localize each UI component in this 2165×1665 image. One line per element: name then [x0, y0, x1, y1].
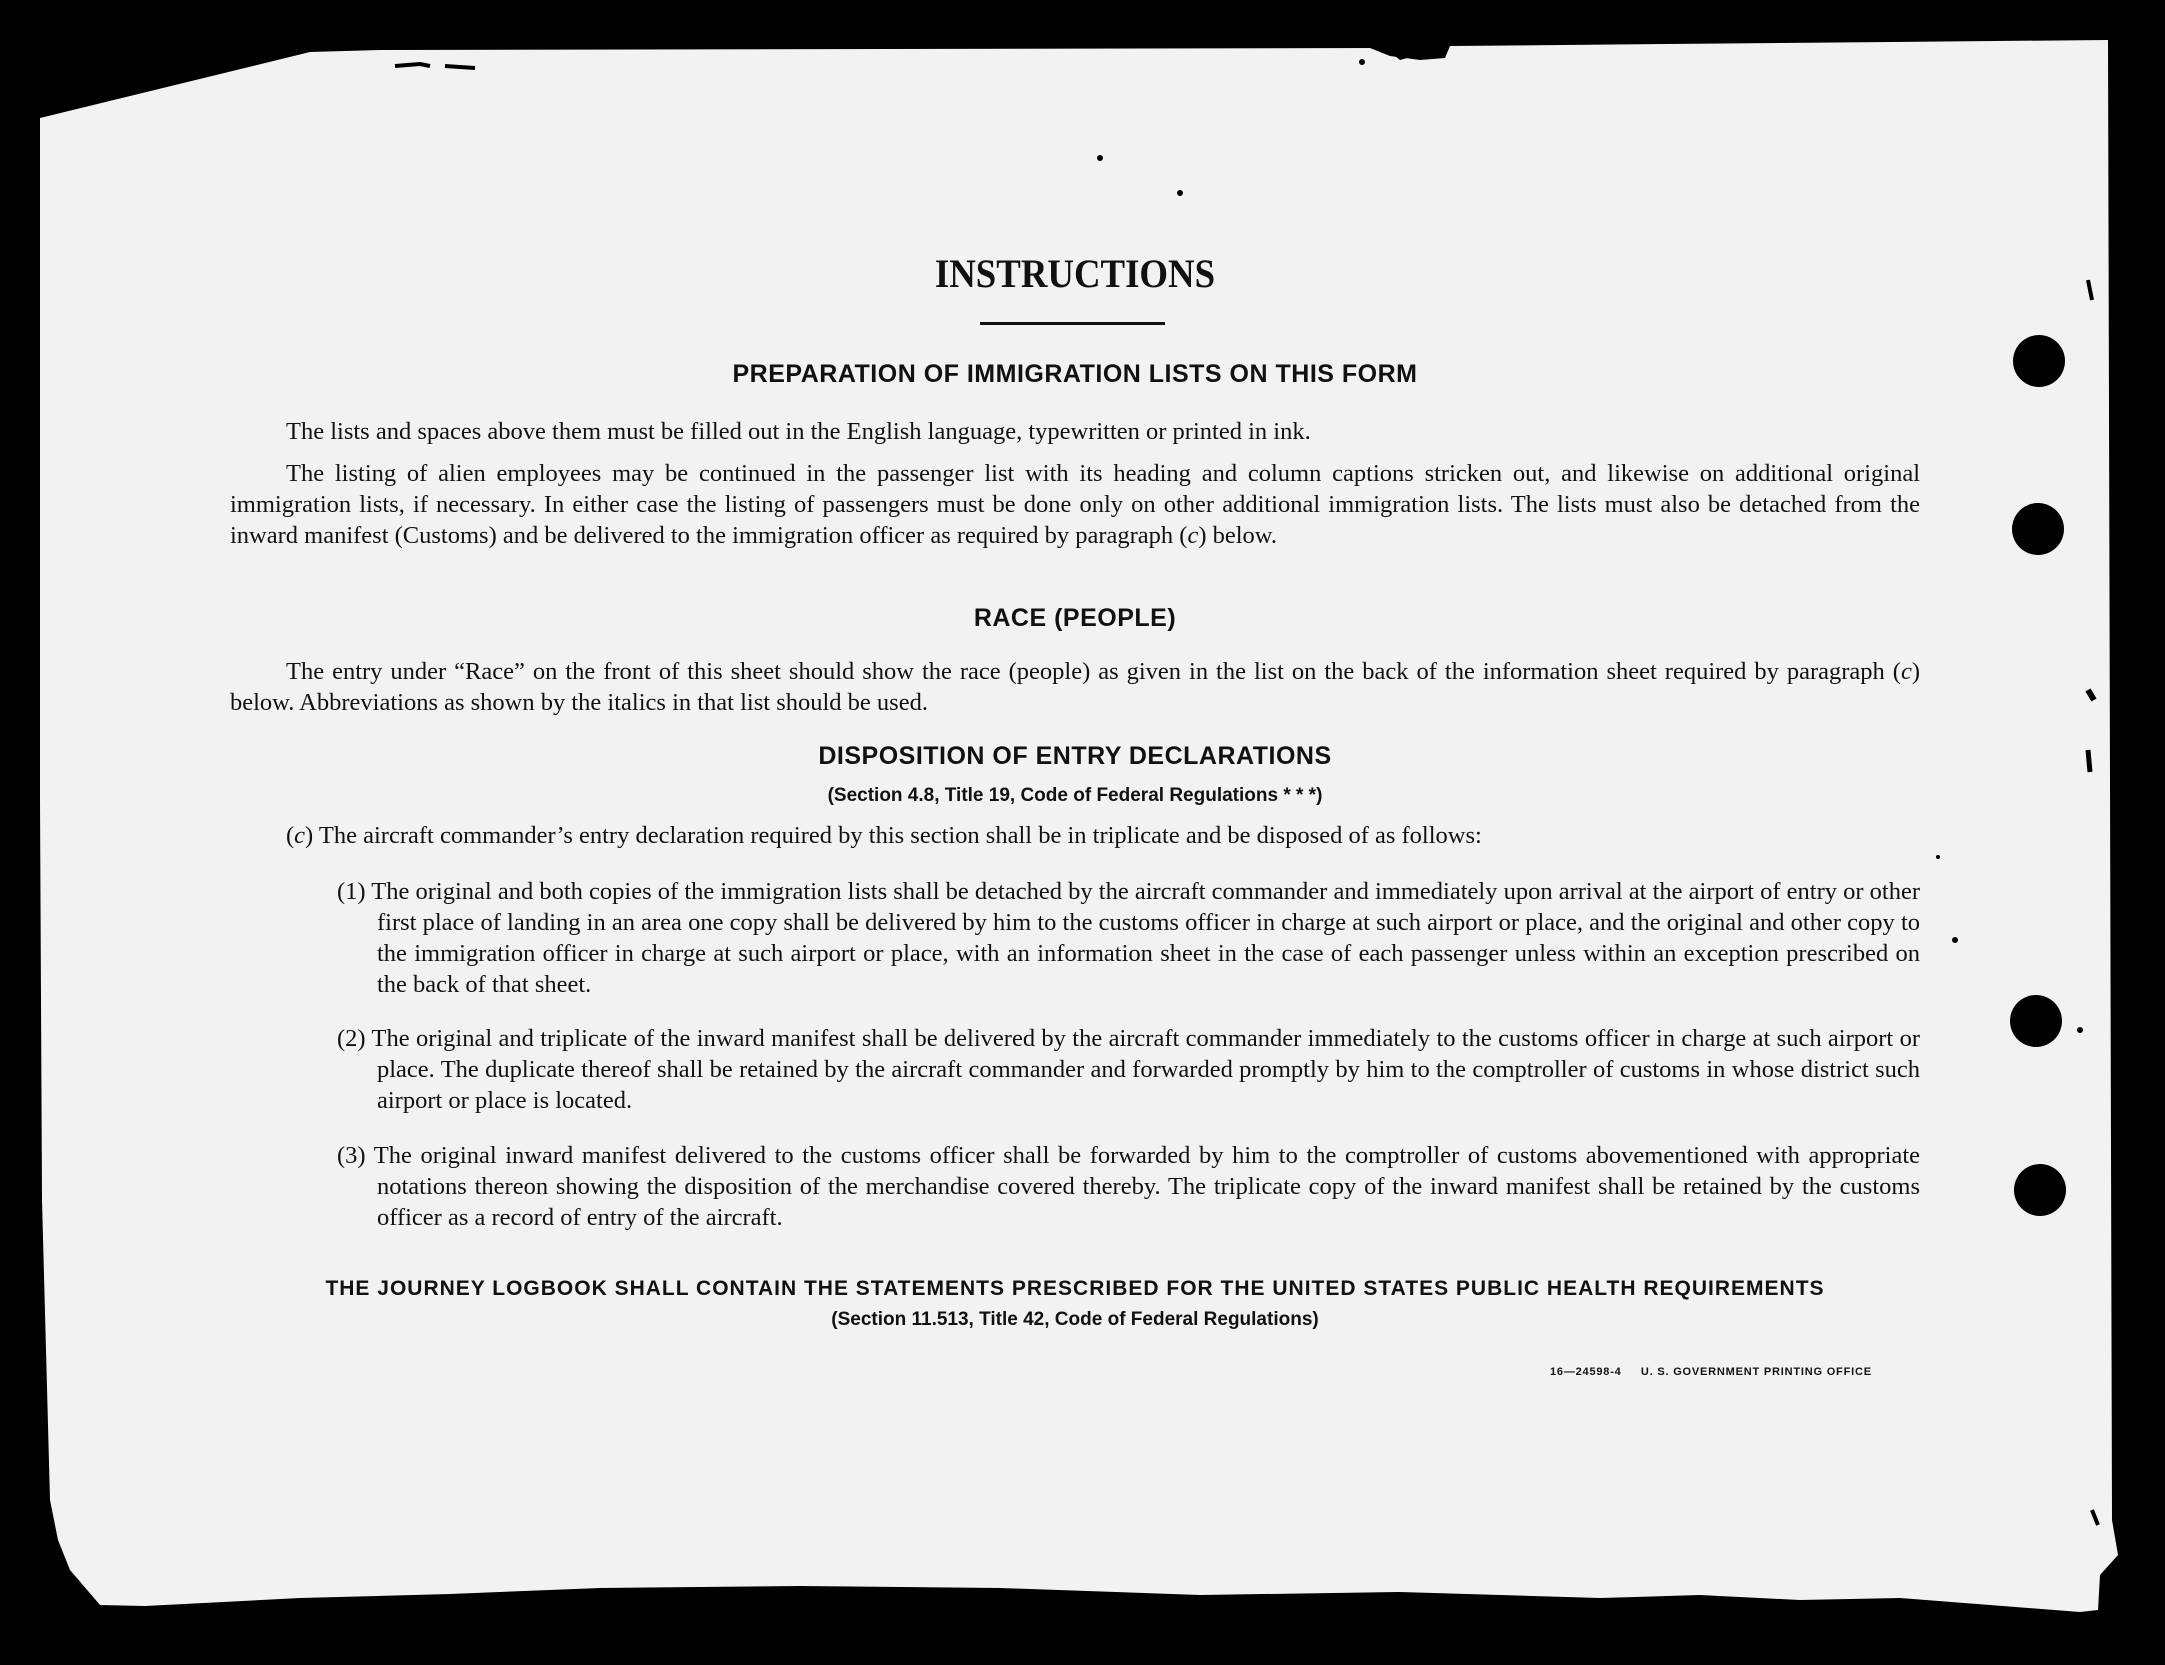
race-paragraph: [230, 656, 1920, 718]
disposition-item-2: [337, 1023, 1920, 1116]
preparation-paragraph-2: [230, 458, 1920, 551]
item-number: (3): [337, 1142, 366, 1169]
punch-hole: [2013, 335, 2065, 387]
preparation-heading: PREPARATION OF IMMIGRATION LISTS ON THIS FORM: [732, 360, 1418, 388]
document-title: INSTRUCTIONS: [934, 251, 1216, 296]
disposition-heading: DISPOSITION OF ENTRY DECLARATIONS: [818, 742, 1332, 770]
paragraph-reference: c: [1187, 522, 1199, 549]
printer-name: U. S. GOVERNMENT PRINTING OFFICE: [1640, 1366, 1872, 1378]
punch-hole: [2012, 503, 2064, 555]
paragraph-reference: c: [1900, 658, 1912, 685]
preparation-paragraph-2-text: The listing of alien employees may be continued in the passenger list with its heading and column captions stricken out, and likewise on additional original immigration lists, if necessary. In either case the listing of passengers must be done only on other additional immigration lists. The lists must also be detached from the inward manifest (Customs) and be delivered to the immigration officer as required by paragraph (: [230, 460, 1920, 549]
health-requirements-citation: (Section 11.513, Title 42, Code of Federal Regulations): [831, 1309, 1319, 1330]
printer-imprint: [1550, 1366, 1920, 1378]
disposition-citation: (Section 4.8, Title 19, Code of Federal Regulations * * *): [827, 785, 1323, 806]
item-text: The original and both copies of the immigration lists shall be detached by the aircraft commander and immediately upon arrival at the airport of entry or other first place of landing in an area one copy shall be delivered by him to the customs officer in charge at such airport or place, and the original and other copy to the immigration officer in charge at such airport or place, with an information sheet in the case of each passenger unless within an exception prescribed on the back of that sheet.: [371, 878, 1920, 998]
punch-hole: [2014, 1164, 2066, 1216]
health-requirements-notice: THE JOURNEY LOGBOOK SHALL CONTAIN THE STATEMENTS PRESCRIBED FOR THE UNITED STATES PUBLIC HEALTH REQUIREMENTS: [325, 1277, 1825, 1300]
race-paragraph-text: The entry under “Race” on the front of this sheet should show the race (people) as given in the list on the back of the information sheet required by paragraph (: [286, 658, 1901, 685]
race-paragraph-end: ) below. Abbreviations as shown by the italics in that list should be used.: [230, 658, 1920, 716]
item-text: The original inward manifest delivered to the customs officer shall be forwarded by him to the comptroller of customs abovementioned with appropriate notations thereon showing the disposition of the merchandise covered thereby. The triplicate copy of the inward manifest shall be retained by the customs officer as a record of entry of the aircraft.: [373, 1142, 1921, 1231]
disposition-item-1: [337, 876, 1920, 1000]
clause-label: c: [294, 822, 306, 849]
item-number: (2): [337, 1025, 366, 1052]
disposition-item-3: [337, 1140, 1920, 1233]
preparation-paragraph-2-end: ) below.: [1198, 522, 1278, 549]
clause-c: (c) The aircraft commander’s entry declaration required by this section shall be in triplicate and be disposed of as follows:: [286, 822, 1482, 849]
race-heading: RACE (PEOPLE): [973, 604, 1177, 632]
title-underline: [980, 322, 1165, 325]
form-number: 16—24598-4: [1550, 1366, 1622, 1378]
preparation-paragraph-1: The lists and spaces above them must be filled out in the English language, typewritten or printed in ink.: [286, 418, 1311, 445]
clause-text: The aircraft commander’s entry declaration required by this section shall be in triplicate and be disposed of as follows:: [313, 822, 1482, 849]
punch-hole: [2010, 995, 2062, 1047]
item-text: The original and triplicate of the inward manifest shall be delivered by the aircraft commander immediately to the customs officer in charge at such airport or place. The duplicate thereof shall be retained by the aircraft commander and forwarded promptly by him to the comptroller of customs in whose district such airport or place is located.: [371, 1025, 1920, 1114]
item-number: (1): [337, 878, 366, 905]
